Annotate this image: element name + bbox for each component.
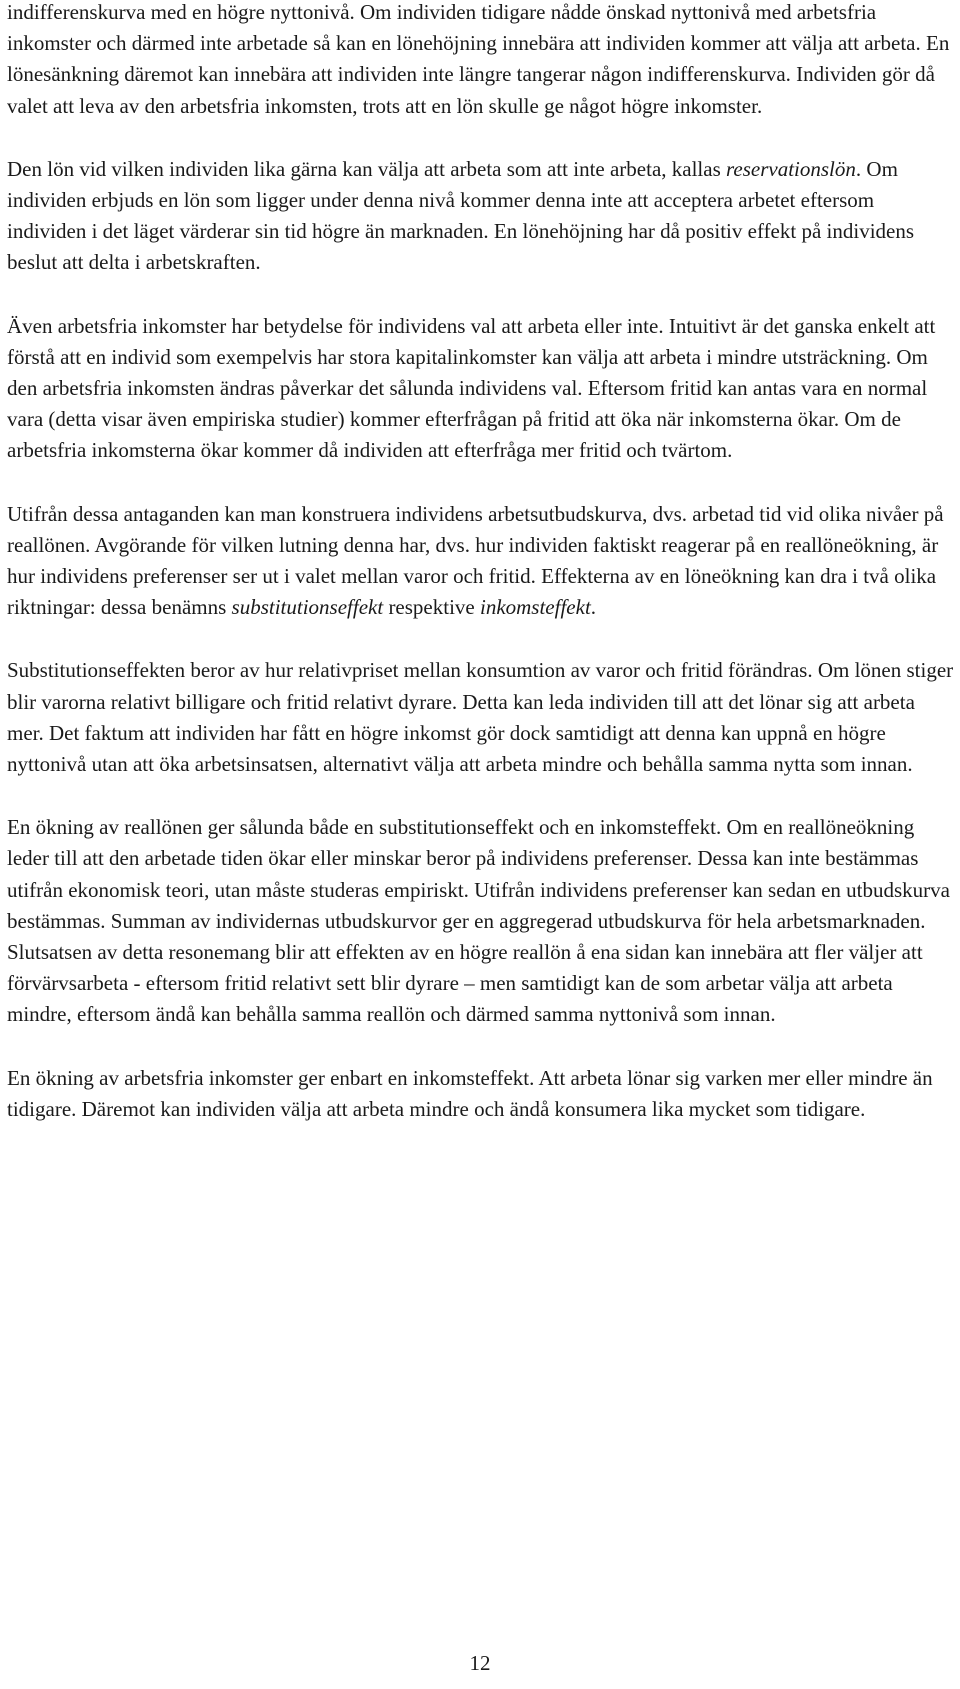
- paragraph-2: [7, 154, 955, 279]
- paragraph-2-text-b: . Om individen erbjuds en lön som ligger under denna nivå kommer denna inte att acceptera arbetet eftersom individen i det läget värderar sin tid högre än marknaden. En lönehöjning har då positiv effekt på individens beslut att delta i arbetskraften.: [7, 156, 915, 275]
- paragraph-4-term-substitutionseffekt: substitutionseffekt: [231, 595, 384, 620]
- paragraph-6-text: En ökning av reallönen ger sålunda både en substitutionseffekt och en inkomsteffekt. Om en reallöneökning leder till att den arbetade tiden ökar eller minskar beror på individens preferenser. Dessa kan inte bestämmas utifrån ekonomisk teori, utan måste studeras empiriskt. Utifrån individens preferenser kan sedan en utbudskurva bestämmas. Summan av individernas utbudskurvor ger en aggregerad utbudskurva för hela arbetsmarknaden. Slutsatsen av detta resonemang blir att effekten av en högre reallön å ena sidan kan innebära att fler väljer att förvärvsarbeta - eftersom fritid relativt sett blir dyrare – men samtidigt kan de som arbetar välja att arbeta mindre, eftersom ändå kan behålla samma reallön och därmed samma nyttonivå som innan.: [7, 815, 950, 1027]
- paragraph-7: [7, 1063, 955, 1125]
- paragraph-1-text: indifferenskurva med en högre nyttonivå. Om individen tidigare nådde önskad nyttonivå med arbetsfria inkomster och därmed inte arbetade så kan en lönehöjning innebära att individen kommer att välja att arbeta. En lönesänkning däremot kan innebära att individen inte längre tangerar någon indifferenskurva. Individen gör då valet att leva av den arbetsfria inkomsten, trots att en lön skulle ge något högre inkomster.: [7, 0, 950, 118]
- paragraph-5: [7, 655, 955, 780]
- document-page: [7, 0, 955, 1125]
- paragraph-6: [7, 812, 955, 1030]
- paragraph-4-text-b: respektive: [383, 595, 480, 620]
- paragraph-2-term-reservationslon: reservationslön: [726, 156, 856, 181]
- paragraph-4-term-inkomsteffekt: inkomsteffekt: [479, 595, 591, 620]
- paragraph-3: [7, 311, 955, 467]
- paragraph-1: [7, 0, 955, 122]
- paragraph-4-text-a: Utifrån dessa antaganden kan man konstruera individens arbetsutbudskurva, dvs. arbetad tid vid olika nivåer på reallönen. Avgörande för vilken lutning denna har, dvs. hur individen faktiskt reagerar på en reallöneökning, är hur individens preferenser ser ut i valet mellan varor och fritid. Effekterna av en löneökning kan dra i två olika riktningar: dessa benämns: [7, 501, 944, 620]
- paragraph-5-text: Substitutionseffekten beror av hur relativpriset mellan konsumtion av varor och fritid förändras. Om lönen stiger blir varorna relativt billigare och fritid relativt dyrare. Detta kan leda individen till att det lönar sig att arbeta mer. Det faktum att individen har fått en högre inkomst gör dock samtidigt att denna kan uppnå en högre nyttonivå utan att öka arbetsinsatsen, alternativt välja att arbeta mindre och behålla samma nytta som innan.: [7, 658, 954, 777]
- paragraph-2-text-a: Den lön vid vilken individen lika gärna kan välja att arbeta som att inte arbeta, kallas: [7, 156, 727, 181]
- paragraph-3-text: Även arbetsfria inkomster har betydelse för individens val att arbeta eller inte. Intuitivt är det ganska enkelt att förstå att en individ som exempelvis har stora kapitalinkomster kan välja att arbeta i mindre utsträckning. Om den arbetsfria inkomsten ändras påverkar det sålunda individens val. Eftersom fritid kan antas vara en normal vara (detta visar även empiriska studier) kommer efterfrågan på fritid att öka när inkomsterna ökar. Om de arbetsfria inkomsterna ökar kommer då individen att efterfråga mer fritid och tvärtom.: [7, 313, 936, 463]
- paragraph-4-text-c: .: [590, 595, 597, 620]
- paragraph-4: [7, 499, 955, 624]
- paragraph-7-text: En ökning av arbetsfria inkomster ger enbart en inkomsteffekt. Att arbeta lönar sig varken mer eller mindre än tidigare. Däremot kan individen välja att arbeta mindre och ändå konsumera lika mycket som tidigare.: [7, 1065, 933, 1121]
- page-number: 12: [469, 1651, 491, 1675]
